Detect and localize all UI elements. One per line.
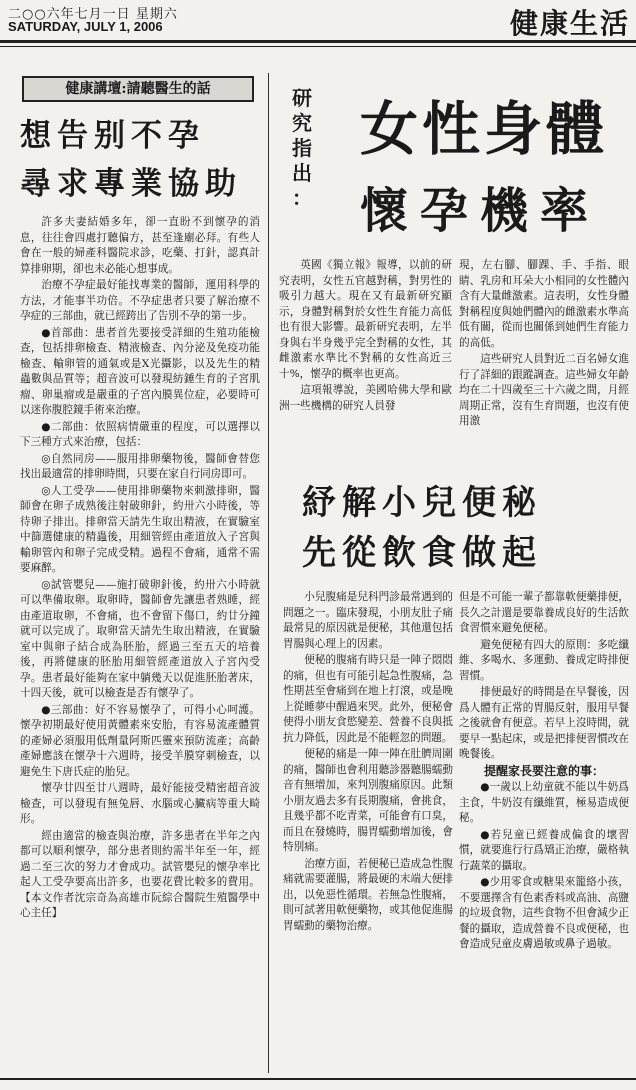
second-article-column-2 bbox=[459, 590, 629, 1060]
kicker-char: 指 bbox=[292, 136, 312, 160]
kicker-char: 究 bbox=[292, 111, 312, 135]
main-kicker bbox=[288, 86, 316, 211]
left-paragraph: 治療不孕症最好能找專業的醫師，運用科學的方法，才能事半功倍。不孕症患者只要了解治療不孕症的三部曲，就已經跨出了告別不孕的第一步。 bbox=[20, 279, 260, 322]
section-title: 健康生活 bbox=[510, 7, 631, 40]
main-paragraph: 這些研究人員對近二百名婦女進行了詳細的跟蹤調查。這些婦女年齡均在二十四歲至三十六歲之間，月經周期正常，沒有生育問題，也沒有使用激 bbox=[459, 353, 629, 427]
tip-item: ●一歲以上幼童就不能以牛奶爲主食，牛奶沒有纖維質，極易造成便秘。 bbox=[459, 781, 629, 824]
left-paragraph: ◎人工受孕——使用排卵藥物來刺激排卵，醫師會在卵子成熟後注射破卵針，約卅六小時後，等待卵子排出。排卵當天請先生取出精液，在實驗室中篩選健康的精蟲後，用細管經由產道放入子宮與輸卵管內和卵子完成受精。過程不會痛，通常不需要麻醉。 bbox=[20, 484, 260, 574]
second-paragraph: 治療方面，若便秘已造成急性腹痛就需要灌腸，將最硬的末端大便排出，以免惡性循環。若無急性腹痛，則可試著用軟便藥物，或其他促進腸胃蠕動的藥物治療。 bbox=[283, 857, 453, 932]
kicker-char: 出 bbox=[292, 161, 312, 185]
main-paragraph: 英國《獨立報》報導，以前的研究表明，女性五官越對稱，對男性的吸引力越大。現在又有最新研究顯示，身體對稱對於女性生育能力高低也有很大影響。最新研究表明，左半身與右半身幾乎完全對稱的女性，其雌激素水準比不對稱的女性高近三十%，懷孕的概率也更高。 bbox=[279, 259, 452, 380]
kicker-char: 研 bbox=[292, 86, 312, 110]
second-headline-line-1: 紓解小兒便秘 bbox=[302, 483, 542, 523]
issue-date-chinese: 二○○六年七月一日 星期六 bbox=[8, 7, 178, 22]
tip-item: ●若兒童已經養成偏食的壞習慣，就要進行行爲矯正治療，嚴格執行蔬菜的攝取。 bbox=[459, 828, 629, 872]
left-article-body bbox=[20, 215, 260, 1055]
second-paragraph: 避免便秘有四大的原則：多吃纖維、多喝水、多運動、養成定時排便習慣。 bbox=[459, 638, 629, 682]
second-paragraph: 但是不可能一輩子都靠軟便藥排便，長久之計還是要靠養成良好的生活飲食習慣來避免便秘。 bbox=[459, 591, 629, 634]
second-paragraph: 小兒腹痛是兒科門診最常遇到的問題之一。臨床發現，小朋友肚子痛最常見的原因就是便秘，其他還包括胃腸與心理上的因素。 bbox=[283, 591, 453, 650]
issue-date-english: SATURDAY, JULY 1, 2006 bbox=[8, 19, 163, 34]
main-article-column-1 bbox=[279, 258, 452, 508]
kicker-char: ： bbox=[292, 186, 312, 210]
left-paragraph: ●二部曲：依照病情嚴重的程度，可以選擇以下三種方式來治療，包括： bbox=[20, 420, 260, 448]
main-headline-line-2: 懷孕機率 bbox=[360, 183, 601, 239]
main-paragraph: 現，左右腳、腳踝、手、手指、眼睛、乳房和耳朵大小相同的女性體內含有大量雌激素。這表明，女性身體對稱程度與她們體內的雌激素水準高低有關，從而也關係到她們生育能力的高低。 bbox=[459, 259, 629, 349]
main-paragraph: 這項報導說，美國哈佛大學和歐洲一些機構的研究人員發 bbox=[279, 384, 452, 412]
second-headline-line-2: 先從飲食做起 bbox=[302, 533, 542, 573]
left-paragraph: ●首部曲：患者首先要接受詳細的生殖功能檢查，包括排卵檢查、精液檢查、內分泌及免疫功能檢查、輸卵管的通氣或是X光攝影，以及先生的精蟲數與品質等；超音波可以發現紡錘生育的子宮肌瘤、卵巢瘤或是嚴重的子宮內膜異位症，必要時可以迷你腹腔鏡手術來治療。 bbox=[20, 326, 260, 416]
tips-heading: 提醒家長要注意的事： bbox=[483, 763, 604, 778]
second-paragraph: 排便最好的時間是在早餐後，因爲人體有正常的胃腸反射，服用早餐之後就會有便意。若早上沒時間，就要早一點起床，或是把排便習慣改在晚餐後。 bbox=[459, 686, 629, 760]
left-paragraph: 懷孕廿四至廿八週時，最好能接受精密超音波檢查，可以發現有無兔唇、水腦或心臟病等重大畸形。 bbox=[20, 782, 260, 825]
tip-item: ●少用零食或糖果來籠絡小孩，不要選擇含有色素香料或高油、高鹽的垃圾食物，這些食物不但會減少正餐的攝取，造成營養不良或便秘，也會造成兒童皮膚過敏或鼻子過敏。 bbox=[459, 876, 629, 950]
second-paragraph: 便秘的痛是一陣一陣在肚臍周圍的痛，醫師也會利用聽診器聽腸蠕動音有無增加，來判別腹痛原因。此類小朋友過去多有長期腹痛，會挑食，且幾乎都不吃青菜，可能會有口臭，而且在發燒時，腸胃蠕動增加後，會特別痛。 bbox=[283, 748, 453, 853]
left-headline-line-2: 尋求專業協助 bbox=[20, 166, 242, 202]
left-paragraph: 許多夫妻結婚多年，卻一直盼不到懷孕的消息，往往會四處打聽偏方，甚至逢廟必拜。有些人會在一般的婦產科醫院求診，吃藥、打針，認真計算排卵期，卻也未必能心想事成。 bbox=[20, 216, 260, 275]
main-headline-line-1: 女性身體 bbox=[360, 95, 609, 163]
left-paragraph: 經由適當的檢查與治療，許多患者在半年之內都可以順利懷孕，部分患者則約需半年至一年，經過二至三次的努力才會成功。試管嬰兒的懷孕率比起人工受孕要高出許多，也要花費比較多的費用。【本文作者沈宗奇為高雄市阮綜合醫院生殖醫學中心主任】 bbox=[20, 829, 260, 919]
column-badge: 健康講壇:請聽醫生的話 bbox=[22, 76, 254, 102]
left-paragraph: ●三部曲：好不容易懷孕了，可得小心呵護。懷孕初期最好使用黃體素來安胎，有容易流產體質的產婦必須服用低劑量阿斯匹靈來預防流產；高齡產婦應該在懷孕十六週時，接受羊膜穿刺檢查，以避免生下唐氏症的胎兒。 bbox=[20, 703, 260, 778]
left-headline-line-1: 想告别不孕 bbox=[20, 118, 205, 154]
main-article-column-2 bbox=[459, 258, 629, 458]
left-paragraph: ◎試管嬰兒——施打破卵針後，約卅六小時就可以準備取卵。取卵時，醫師會先讓患者熟睡，經由產道取卵，不會痛，也不會留下傷口，約廿分鐘就可以完成了。取卵當天請先生取出精液，在實驗室中與卵子結合成為胚胎，經過三至五天的培養後，再將健康的胚胎用細管經產道放入子宮內受孕。患者最好能夠在家中躺幾天以促進胚胎著床，十四天後，就可以檢查是否有懷孕了。 bbox=[20, 578, 260, 699]
left-paragraph: ◎自然同房——服用排卵藥物後，醫師會替您找出最適當的排卵時間，只要在家自行同房即可。 bbox=[20, 452, 260, 480]
header-rule bbox=[0, 40, 636, 43]
second-paragraph: 便秘的腹痛有時只是一陣子悶悶的痛，但也有可能引起急性腹痛，急性期甚至會痛到在地上打滾，或是晚上從睡夢中醒過來哭。此外，便秘會使得小朋友食慾變差、營養不良與抵抗力降低，因此是不能輕忽的問題。 bbox=[283, 654, 453, 744]
second-article-column-1 bbox=[283, 590, 453, 1060]
page-bottom-rule bbox=[0, 1078, 636, 1080]
header-rule-thin bbox=[0, 46, 636, 47]
